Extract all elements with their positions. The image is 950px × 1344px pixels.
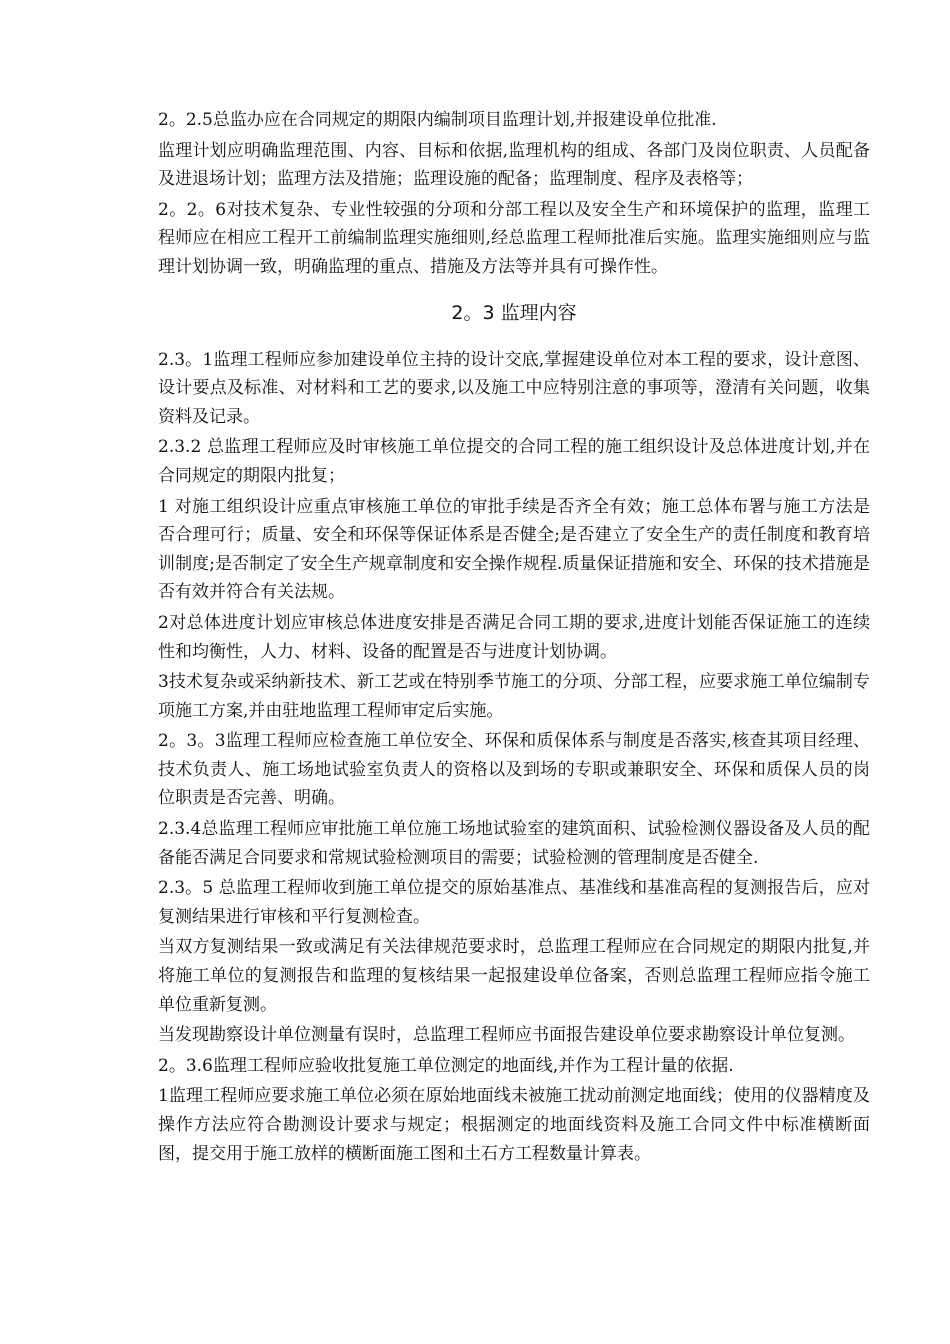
paragraph-2-3-2: 2.3.2 总监理工程师应及时审核施工单位提交的合同工程的施工组织设计及总体进度计划,并在合同规定的期限内批复； (158, 437, 870, 486)
paragraph-2-3-2-item-2: 2对总体进度计划应审核总体进度安排是否满足合同工期的要求,进度计划能否保证施工的连续性和均衡性，人力、材料、设备的配置是否与进度计划协调。 (158, 612, 870, 662)
paragraph-2-3-6: 2。3.6监理工程师应验收批复施工单位测定的地面线,并作为工程计量的依据. (158, 1055, 734, 1076)
paragraph-2-3-5: 2.3。5 总监理工程师收到施工单位提交的原始基准点、基准线和基准高程的复测报告后，应对复测结果进行审核和平行复测检查。 (158, 878, 870, 927)
section-heading: 2。3 监理内容 (451, 301, 577, 324)
paragraph-2-3-2-item-1: 1 对施工组织设计应重点审核施工单位的审批手续是否齐全有效；施工总体布署与施工方法是否合理可行；质量、安全和环保等保证体系是否健全;是否建立了安全生产的责任制度和教育培训制度;是否制定了安全生产规章制度和安全操作规程.质量保证措施和安全、环保的技术措施是否有效并符合有关法规。 (158, 496, 870, 603)
paragraph-2-2-5: 2。2.5总监办应在合同规定的期限内编制项目监理计划,并报建设单位批准. (158, 110, 717, 130)
paragraph-2-2-6: 2。2。6对技术复杂、专业性较强的分项和分部工程以及安全生产和环境保护的监理，监理工程师应在相应工程开工前编制监理实施细则,经总监理工程师批准后实施。监理实施细则应与监理计划协调一致，明确监理的重点、措施及方法等并具有可操作性。 (158, 199, 870, 277)
paragraph-plan-content: 监理计划应明确监理范围、内容、目标和依据,监理机构的组成、各部门及岗位职责、人员配备及进退场计划；监理方法及措施；监理设施的配备；监理制度、程序及表格等； (158, 140, 870, 190)
paragraph-2-3-1: 2.3。1监理工程师应参加建设单位主持的设计交底,掌握建设单位对本工程的要求，设计意图、设计要点及标准、对材料和工艺的要求,以及施工中应特别注意的事项等，澄清有关问题，收集资料及记录。 (158, 349, 870, 427)
paragraph-2-3-6-item-1: 1监理工程师应要求施工单位必须在原始地面线未被施工扰动前测定地面线；使用的仪器精度及操作方法应符合勘测设计要求与规定；根据测定的地面线资料及施工合同文件中标准横断面图，提交用于施工放样的横断面施工图和土石方工程数量计算表。 (158, 1086, 870, 1164)
paragraph-2-3-4: 2.3.4总监理工程师应审批施工单位施工场地试验室的建筑面积、试验检测仪器设备及人员的配备能否满足合同要求和常规试验检测项目的需要；试验检测的管理制度是否健全. (158, 819, 870, 868)
paragraph-2-3-3: 2。3。3监理工程师应检查施工单位安全、环保和质保体系与制度是否落实,核查其项目经理、技术负责人、施工场地试验室负责人的资格以及到场的专职或兼职安全、环保和质保人员的岗位职责是否完善、明确。 (158, 731, 870, 809)
paragraph-2-3-5-error: 当发现勘察设计单位测量有误时，总监理工程师应书面报告建设单位要求勘察设计单位复测。 (158, 1025, 855, 1046)
paragraph-2-3-5-consistent: 当双方复测结果一致或满足有关法律规范要求时，总监理工程师应在合同规定的期限内批复,并将施工单位的复测报告和监理的复核结果一起报建设单位备案，否则总监理工程师应指令施工单位重新复测。 (158, 937, 870, 1015)
paragraph-2-3-2-item-3: 3技术复杂或采纳新技术、新工艺或在特别季节施工的分项、分部工程，应要求施工单位编制专项施工方案,并由驻地监理工程师审定后实施。 (158, 672, 870, 721)
